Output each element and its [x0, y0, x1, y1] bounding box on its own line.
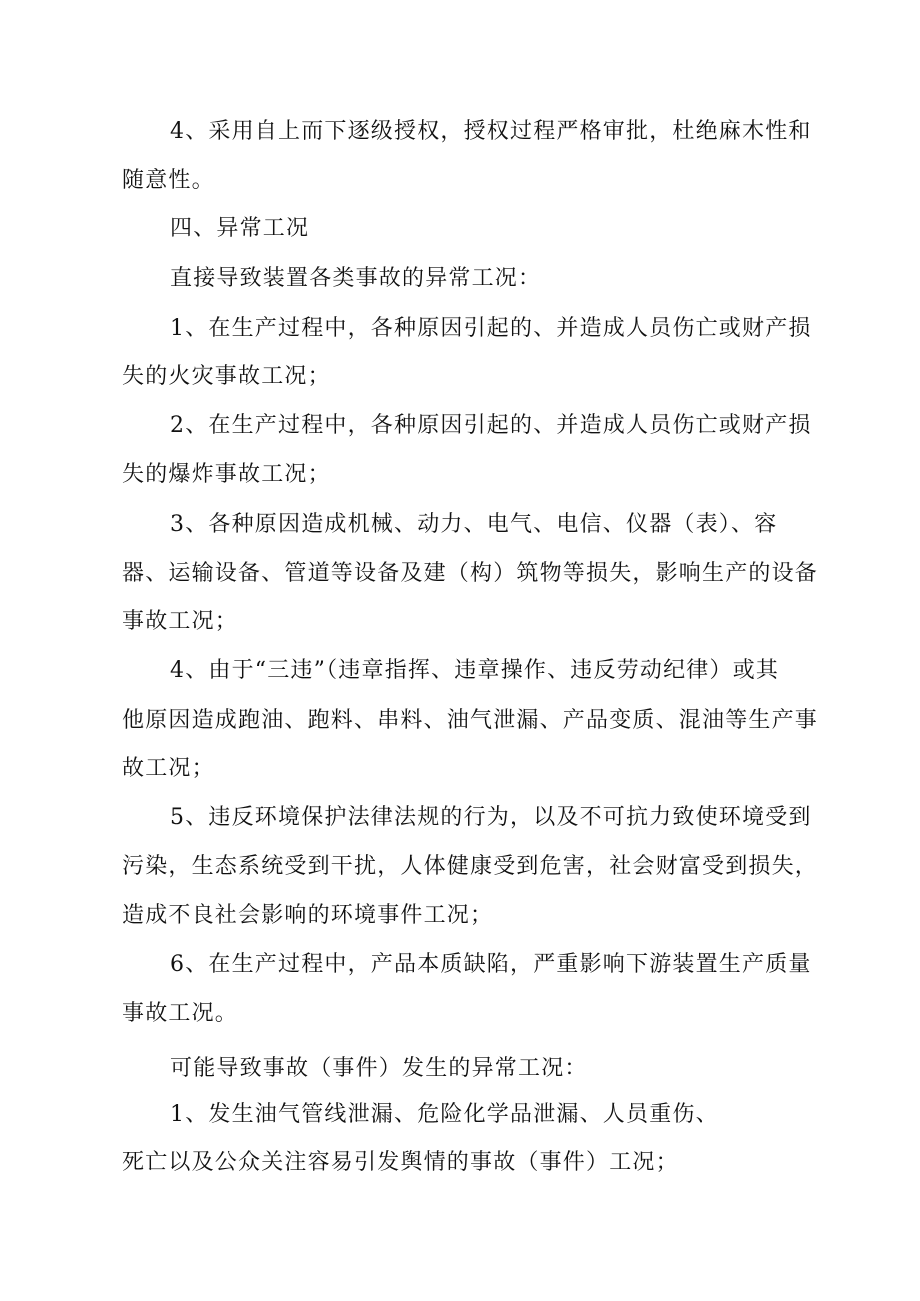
text-line: 3、各种原因造成机械、动力、电气、电信、仪器（表）、容 — [170, 512, 778, 537]
text-line: 随意性。 — [122, 168, 215, 193]
text-line: 死亡以及公众关注容易引发舆情的事故（事件）工况； — [122, 1150, 679, 1175]
text-line: 1、在生产过程中，各种原因引起的、并造成人员伤亡或财产损 — [170, 316, 812, 341]
text-line: 器、运输设备、管道等设备及建（构）筑物等损失，影响生产的设备 — [122, 561, 819, 586]
text-line: 造成不良社会影响的环境事件工况； — [122, 903, 494, 928]
text-line: 可能导致事故（事件）发生的异常工况： — [170, 1056, 588, 1081]
text-line: 故工况； — [122, 756, 215, 781]
text-line: 4、由于“三违”（违章指挥、违章操作、违反劳动纪律）或其 — [170, 658, 780, 683]
text-line: 事故工况； — [122, 609, 239, 634]
text-line: 6、在生产过程中，产品本质缺陷，严重影响下游装置生产质量 — [170, 952, 812, 977]
section-heading: 四、异常工况 — [170, 216, 310, 241]
text-line: 污染，生态系统受到干扰，人体健康受到危害，社会财富受到损失， — [122, 854, 819, 879]
text-line: 他原因造成跑油、跑料、串料、油气泄漏、产品变质、混油等生产事 — [122, 708, 819, 733]
text-line: 失的爆炸事故工况； — [122, 462, 331, 487]
text-line: 事故工况。 — [122, 1001, 239, 1026]
text-line: 直接导致装置各类事故的异常工况： — [170, 266, 542, 291]
text-line: 失的火灾事故工况； — [122, 364, 331, 389]
text-line: 5、违反环境保护法律法规的行为，以及不可抗力致使环境受到 — [170, 805, 812, 830]
text-line: 2、在生产过程中，各种原因引起的、并造成人员伤亡或财产损 — [170, 413, 812, 438]
text-line: 4、采用自上而下逐级授权，授权过程严格审批，杜绝麻木性和 — [170, 119, 812, 144]
text-line: 1、发生油气管线泄漏、危险化学品泄漏、人员重伤、 — [170, 1102, 719, 1127]
